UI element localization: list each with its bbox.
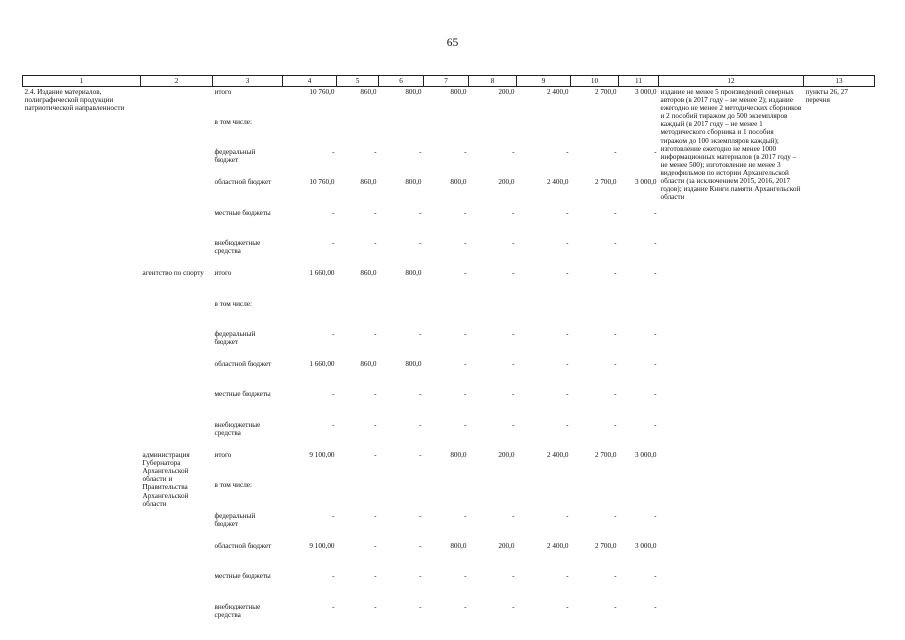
amount-cell: - bbox=[512, 602, 515, 611]
amount-cell: 860,0 bbox=[360, 178, 377, 187]
amount-cell bbox=[571, 117, 619, 147]
funding-source-label: итого bbox=[214, 269, 232, 278]
amount-cell: - bbox=[419, 390, 422, 399]
funding-source-label: областной бюджет bbox=[214, 178, 272, 187]
executor-cell: агентство по спорту bbox=[142, 269, 204, 278]
amount-cell: 200,0 bbox=[498, 541, 515, 550]
column-number-cell: 7 bbox=[424, 76, 469, 87]
amount-cell: 9 100,00 bbox=[309, 541, 335, 550]
amount-cell: - bbox=[654, 511, 657, 520]
amount-cell: - bbox=[566, 390, 569, 399]
amount-cell: - bbox=[654, 148, 657, 157]
amount-cell: - bbox=[614, 602, 617, 611]
amount-cell bbox=[517, 299, 571, 329]
funding-source-label: внебюджетные средства bbox=[214, 602, 261, 619]
column-number-cell: 11 bbox=[619, 76, 659, 87]
amount-cell bbox=[283, 299, 337, 329]
funding-source-label: областной бюджет bbox=[214, 360, 272, 369]
column-number-cell: 9 bbox=[517, 76, 571, 87]
amount-cell: 200,0 bbox=[498, 88, 515, 96]
column-number-cell: 10 bbox=[571, 76, 619, 87]
amount-cell: 800,0 bbox=[405, 88, 422, 96]
amount-cell: 3 000,0 bbox=[634, 451, 657, 460]
column-number-cell: 12 bbox=[659, 76, 804, 87]
amount-cell: - bbox=[566, 572, 569, 581]
amount-cell: - bbox=[419, 451, 422, 460]
amount-cell bbox=[283, 117, 337, 147]
funding-source-label: федеральный бюджет bbox=[214, 148, 256, 165]
amount-cell: - bbox=[654, 238, 657, 247]
amount-cell: 3 000,0 bbox=[634, 541, 657, 550]
item-title-cell: 2.4. Издание материалов, полиграфической продукции патриотической направленности bbox=[24, 88, 125, 113]
funding-source-label: в том числе: bbox=[214, 117, 252, 126]
amount-cell: - bbox=[566, 511, 569, 520]
amount-cell bbox=[469, 480, 517, 510]
amount-cell: 800,0 bbox=[450, 541, 467, 550]
amount-cell: - bbox=[566, 602, 569, 611]
amount-cell: - bbox=[464, 511, 467, 520]
amount-cell: 800,0 bbox=[450, 451, 467, 460]
amount-cell bbox=[469, 117, 517, 147]
amount-cell: - bbox=[566, 269, 569, 278]
amount-cell bbox=[619, 480, 659, 510]
amount-cell bbox=[517, 117, 571, 147]
amount-cell: - bbox=[419, 329, 422, 338]
amount-cell: - bbox=[419, 572, 422, 581]
amount-cell: - bbox=[374, 451, 377, 460]
executor-cell bbox=[141, 87, 213, 269]
amount-cell: - bbox=[464, 329, 467, 338]
amount-cell: - bbox=[614, 148, 617, 157]
amount-cell: 9 100,00 bbox=[309, 451, 335, 460]
amount-cell: 800,0 bbox=[450, 88, 467, 96]
amount-cell: - bbox=[464, 238, 467, 247]
amount-cell: - bbox=[654, 420, 657, 429]
amount-cell: 2 700,0 bbox=[594, 451, 617, 460]
amount-cell: - bbox=[332, 420, 335, 429]
amount-cell: - bbox=[566, 360, 569, 369]
amount-cell: - bbox=[654, 208, 657, 217]
amount-cell: 800,0 bbox=[405, 178, 422, 187]
amount-cell: 200,0 bbox=[498, 451, 515, 460]
amount-cell: 3 000,0 bbox=[634, 88, 657, 96]
amount-cell: - bbox=[374, 511, 377, 520]
amount-cell: - bbox=[614, 572, 617, 581]
amount-cell: 2 400,0 bbox=[546, 541, 569, 550]
amount-cell: 800,0 bbox=[405, 360, 422, 369]
amount-cell: 800,0 bbox=[405, 269, 422, 278]
funding-source-label: местные бюджеты bbox=[214, 390, 271, 399]
funding-source-label: в том числе: bbox=[214, 299, 252, 308]
amount-cell bbox=[337, 117, 379, 147]
amount-cell bbox=[619, 299, 659, 329]
amount-cell: - bbox=[464, 148, 467, 157]
amount-cell bbox=[469, 299, 517, 329]
amount-cell: - bbox=[512, 420, 515, 429]
funding-source-label: местные бюджеты bbox=[214, 208, 271, 217]
amount-cell bbox=[283, 480, 337, 510]
amount-cell: - bbox=[654, 360, 657, 369]
results-cell: издание не менее 5 произведений северных авторов (в 2017 году – не менее 2); издание ежегодно не менее 2 методических сборников и 2 пособий тиражом до 500 экземпляров каждый (в 2017 году – не менее 1 методического сборника и 1 пособия тиражом до 100 экземпляров каждый); изготовление ежегодно не менее 1000 информационных материалов (в 2017 году – не менее 500); изготовление не менее 3 видеофильмов по истории Архангельской области (за исключением 2015, 2016, 2017 годов); издание Книги памяти Архангельской области bbox=[660, 88, 802, 202]
amount-cell: 860,0 bbox=[360, 269, 377, 278]
amount-cell: - bbox=[464, 269, 467, 278]
amount-cell: 860,0 bbox=[360, 88, 377, 96]
funding-source-label: федеральный бюджет bbox=[214, 329, 256, 346]
amount-cell: - bbox=[332, 390, 335, 399]
amount-cell: 10 760,0 bbox=[309, 178, 335, 187]
amount-cell: - bbox=[332, 572, 335, 581]
amount-cell: - bbox=[374, 602, 377, 611]
amount-cell: - bbox=[419, 420, 422, 429]
executor-cell: администрация Губернатора Архангельской области и Правительства Архангельской области bbox=[142, 451, 190, 508]
budget-table bbox=[22, 75, 875, 632]
amount-cell: - bbox=[512, 511, 515, 520]
amount-cell: - bbox=[419, 541, 422, 550]
amount-cell bbox=[424, 299, 469, 329]
amount-cell: - bbox=[654, 269, 657, 278]
amount-cell: - bbox=[374, 148, 377, 157]
amount-cell: - bbox=[374, 208, 377, 217]
amount-cell: - bbox=[512, 329, 515, 338]
funding-source-label: итого bbox=[214, 451, 232, 460]
table-body bbox=[23, 87, 875, 632]
amount-cell: - bbox=[654, 602, 657, 611]
amount-cell: - bbox=[512, 208, 515, 217]
amount-cell: - bbox=[614, 269, 617, 278]
amount-cell: 2 400,0 bbox=[546, 451, 569, 460]
amount-cell bbox=[379, 480, 424, 510]
amount-cell: - bbox=[419, 148, 422, 157]
amount-cell: - bbox=[614, 238, 617, 247]
amount-cell bbox=[571, 299, 619, 329]
amount-cell: - bbox=[614, 390, 617, 399]
column-number-cell: 4 bbox=[283, 76, 337, 87]
amount-cell: 1 660,00 bbox=[309, 269, 335, 278]
amount-cell: - bbox=[512, 572, 515, 581]
funding-source-label: местные бюджеты bbox=[214, 572, 271, 581]
amount-cell: - bbox=[512, 238, 515, 247]
table-row bbox=[23, 87, 875, 117]
amount-cell: - bbox=[464, 360, 467, 369]
amount-cell: - bbox=[614, 511, 617, 520]
amount-cell: - bbox=[419, 511, 422, 520]
amount-cell bbox=[379, 299, 424, 329]
amount-cell: - bbox=[419, 238, 422, 247]
amount-cell: - bbox=[374, 329, 377, 338]
amount-cell bbox=[337, 480, 379, 510]
amount-cell: - bbox=[614, 420, 617, 429]
amount-cell: - bbox=[464, 572, 467, 581]
column-number-cell: 3 bbox=[213, 76, 283, 87]
amount-cell: - bbox=[374, 390, 377, 399]
amount-cell: - bbox=[654, 329, 657, 338]
column-number-row bbox=[23, 76, 875, 87]
amount-cell: - bbox=[512, 269, 515, 278]
amount-cell: - bbox=[374, 541, 377, 550]
column-number-cell: 5 bbox=[337, 76, 379, 87]
amount-cell: - bbox=[464, 602, 467, 611]
amount-cell: - bbox=[566, 238, 569, 247]
amount-cell: - bbox=[332, 511, 335, 520]
amount-cell: - bbox=[566, 148, 569, 157]
funding-source-label: внебюджетные средства bbox=[214, 420, 261, 437]
amount-cell: - bbox=[464, 420, 467, 429]
amount-cell bbox=[517, 480, 571, 510]
amount-cell: 200,0 bbox=[498, 178, 515, 187]
amount-cell: - bbox=[654, 390, 657, 399]
funding-source-label: итого bbox=[214, 88, 232, 96]
amount-cell: - bbox=[332, 148, 335, 157]
funding-source-label: в том числе: bbox=[214, 481, 252, 490]
funding-source-label: областной бюджет bbox=[214, 541, 272, 550]
amount-cell: - bbox=[614, 208, 617, 217]
reference-cell: пункты 26, 27 перечня bbox=[805, 88, 848, 105]
column-number-cell: 1 bbox=[23, 76, 141, 87]
amount-cell: 3 000,0 bbox=[634, 178, 657, 187]
amount-cell: - bbox=[332, 238, 335, 247]
amount-cell: 2 700,0 bbox=[594, 541, 617, 550]
amount-cell: 860,0 bbox=[360, 360, 377, 369]
amount-cell: 800,0 bbox=[450, 178, 467, 187]
amount-cell: - bbox=[654, 572, 657, 581]
amount-cell: - bbox=[374, 420, 377, 429]
amount-cell bbox=[571, 480, 619, 510]
amount-cell: 2 400,0 bbox=[546, 178, 569, 187]
amount-cell: - bbox=[464, 208, 467, 217]
amount-cell: 10 760,0 bbox=[309, 88, 335, 96]
amount-cell: - bbox=[512, 390, 515, 399]
amount-cell: - bbox=[566, 420, 569, 429]
amount-cell: - bbox=[332, 208, 335, 217]
amount-cell: - bbox=[614, 360, 617, 369]
amount-cell: - bbox=[332, 329, 335, 338]
funding-source-label: внебюджетные средства bbox=[214, 238, 261, 256]
amount-cell: 2 700,0 bbox=[594, 88, 617, 96]
amount-cell: - bbox=[512, 148, 515, 157]
column-number-cell: 8 bbox=[469, 76, 517, 87]
amount-cell: - bbox=[374, 572, 377, 581]
amount-cell bbox=[379, 117, 424, 147]
column-number-cell: 6 bbox=[379, 76, 424, 87]
amount-cell: - bbox=[419, 208, 422, 217]
amount-cell: - bbox=[614, 329, 617, 338]
amount-cell: - bbox=[374, 238, 377, 247]
amount-cell bbox=[424, 117, 469, 147]
amount-cell: - bbox=[419, 602, 422, 611]
amount-cell: - bbox=[566, 329, 569, 338]
page-number: 65 bbox=[446, 37, 459, 49]
amount-cell bbox=[424, 480, 469, 510]
funding-source-label: федеральный бюджет bbox=[214, 511, 256, 528]
amount-cell: - bbox=[566, 208, 569, 217]
column-number-cell: 13 bbox=[804, 76, 875, 87]
amount-cell bbox=[619, 117, 659, 147]
amount-cell: 1 660,00 bbox=[309, 360, 335, 369]
amount-cell bbox=[337, 299, 379, 329]
amount-cell: - bbox=[464, 390, 467, 399]
column-number-cell: 2 bbox=[141, 76, 213, 87]
amount-cell: - bbox=[332, 602, 335, 611]
amount-cell: 2 700,0 bbox=[594, 178, 617, 187]
amount-cell: 2 400,0 bbox=[546, 88, 569, 96]
amount-cell: - bbox=[512, 360, 515, 369]
